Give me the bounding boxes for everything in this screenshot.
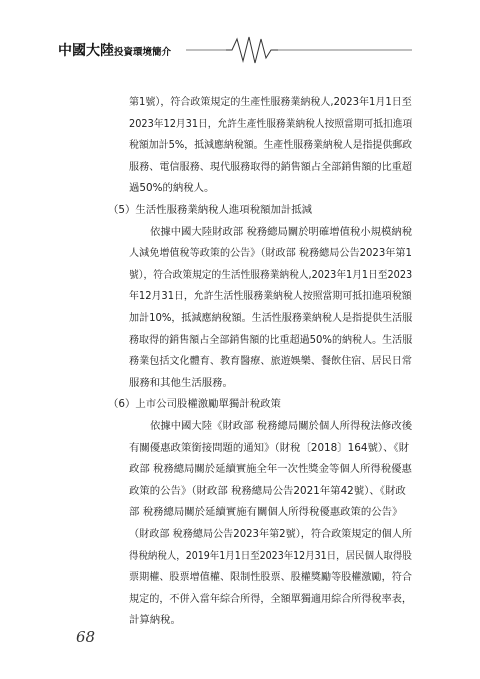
body-line: 得稅納稅人，2019年1月1日至2023年12月31日，居民個人取得股 (129, 549, 412, 562)
body-line: 人減免增值稅等政策的公告》（財政部 稅務總局公告2023年第1 (129, 247, 412, 260)
body-line: 第1號），符合政策規定的生產性服務業納稅人,2023年1月1日至 (129, 96, 412, 108)
body-line: （財政部 稅務總局公告2023年第2號），符合政策規定的個人所 (129, 528, 412, 540)
body-line: 規定的，不併入當年綜合所得，全額單獨適用綜合所得稅率表， (129, 592, 412, 605)
header-title-main: 中國大陸 (58, 43, 114, 59)
body-line: 2023年12月31日，允許生產性服務業納稅人按照當期可抵扣進項 (129, 117, 413, 130)
body-line: 有關優惠政策銜接問題的通知》（財稅〔2018〕164號）、《財 (129, 441, 410, 454)
body-line: 部 稅務總局關於延續實施有關個人所得稅優惠政策的公告》 (129, 506, 403, 519)
body-line: 服務、電信服務、現代服務取得的銷售額占全部銷售額的比重超 (129, 160, 412, 173)
body-line: 計算納稅。 (129, 614, 181, 627)
body-line: 號），符合政策規定的生活性服務業納稅人,2023年1月1日至2023 (129, 268, 413, 281)
body-line: 票期權、股票增值權、限制性股票、股權獎勵等股權激勵，符合 (129, 571, 412, 584)
page-number: 68 (76, 628, 96, 646)
body-line: 依據中國大陸財政部 稅務總局關於明確增值稅小規模納稅 (150, 225, 413, 238)
section-heading: （6）上市公司股權激勵單獨計稅政策 (108, 398, 281, 411)
body-line: 政策的公告》（財政部 稅務總局公告2021年第42號）、《財政 (129, 484, 406, 497)
body-line: 服務和其他生活服務。 (129, 376, 233, 389)
body-line: 政部 稅務總局關於延續實施全年一次性獎金等個人所得稅優惠 (129, 463, 412, 476)
section-heading: （5）生活性服務業納稅人進項稅額加計抵減 (108, 204, 313, 216)
body-line: 稅額加計5%，抵減應納稅額。生產性服務業納稅人是指提供郵政 (129, 139, 413, 152)
body-line: 務取得的銷售額占全部銷售額的比重超過50%的納稅人。生活服 (129, 333, 413, 346)
body-line: 年12月31日，允許生活性服務業納稅人按照當期可抵扣進項稅額 (129, 290, 412, 303)
header-title-sub: 投資環境簡介 (114, 47, 172, 58)
body-line: 過50%的納稅人。 (129, 182, 215, 195)
body-line: 依據中國大陸《財政部 稅務總局關於個人所得稅法修改後 (150, 420, 413, 432)
body-line: 務業包括文化體育、教育醫療、旅遊娛樂、餐飲住宿、居民日常 (129, 355, 412, 368)
body-line: 加計10%，抵減應納稅額。生活性服務業納稅人是指提供生活服 (129, 312, 413, 324)
